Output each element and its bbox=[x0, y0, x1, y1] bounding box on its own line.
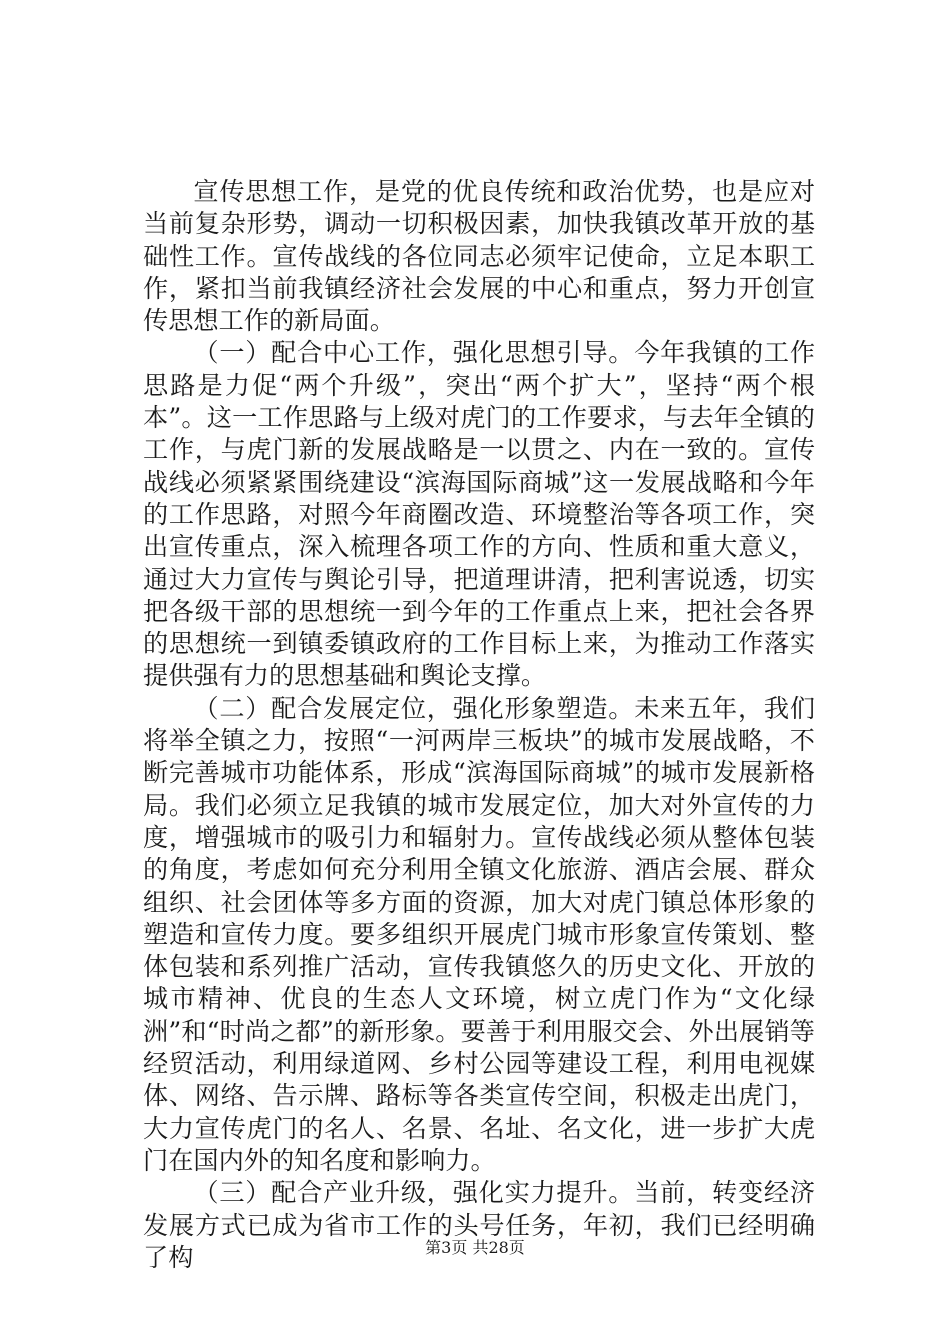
paragraph-section-1: （一）配合中心工作，强化思想引导。今年我镇的工作思路是力促“两个升级”，突出“两个扩大”，坚持“两个根本”。这一工作思路与上级对虎门的工作要求，与去年全镇的工作，与虎门新的发展战略是一以贯之、内在一致的。宣传战线必须紧紧围绕建设“滨海国际商城”这一发展战略和今年的工作思路，对照今年商圈改造、环境整治等各项工作，突出宣传重点，深入梳理各项工作的方向、性质和重大意义，通过大力宣传与舆论引导，把道理讲清，把利害说透，切实把各级干部的思想统一到今年的工作重点上来，把社会各界的思想统一到镇委镇政府的工作目标上来，为推动工作落实提供强有力的思想基础和舆论支撑。 bbox=[143, 338, 815, 691]
paragraph-section-3: （三）配合产业升级，强化实力提升。当前，转变经济发展方式已成为省市工作的头号任务，年初，我们已经明确了构 bbox=[143, 1178, 815, 1272]
paragraph-section-2: （二）配合发展定位，强化形象塑造。未来五年，我们将举全镇之力，按照“一河两岸三板块”的城市发展战略，不断完善城市功能体系，形成“滨海国际商城”的城市发展新格局。我们必须立足我镇的城市发展定位，加大对外宣传的力度，增强城市的吸引力和辐射力。宣传战线必须从整体包装的角度，考虑如何充分利用全镇文化旅游、酒店会展、群众组织、社会团体等多方面的资源，加大对虎门镇总体形象的塑造和宣传力度。要多组织开展虎门城市形象宣传策划、整体包装和系列推广活动，宣传我镇悠久的历史文化、开放的城市精神、优良的生态人文环境，树立虎门作为“文化绿洲”和“时尚之都”的新形象。要善于利用服交会、外出展销等经贸活动，利用绿道网、乡村公园等建设工程，利用电视媒体、网络、告示牌、路标等各类宣传空间，积极走出虎门，大力宣传虎门的名人、名景、名址、名文化，进一步扩大虎门在国内外的知名度和影响力。 bbox=[143, 693, 815, 1175]
page-number-footer: 第3页 共28页 bbox=[425, 1238, 525, 1257]
paragraph-intro: 宣传思想工作，是党的优良传统和政治优势，也是应对当前复杂形势，调动一切积极因素，加快我镇改革开放的基础性工作。宣传战线的各位同志必须牢记使命，立足本职工作，紧扣当前我镇经济社会发展的中心和重点，努力开创宣传思想工作的新局面。 bbox=[143, 177, 815, 336]
document-body bbox=[143, 176, 815, 1274]
